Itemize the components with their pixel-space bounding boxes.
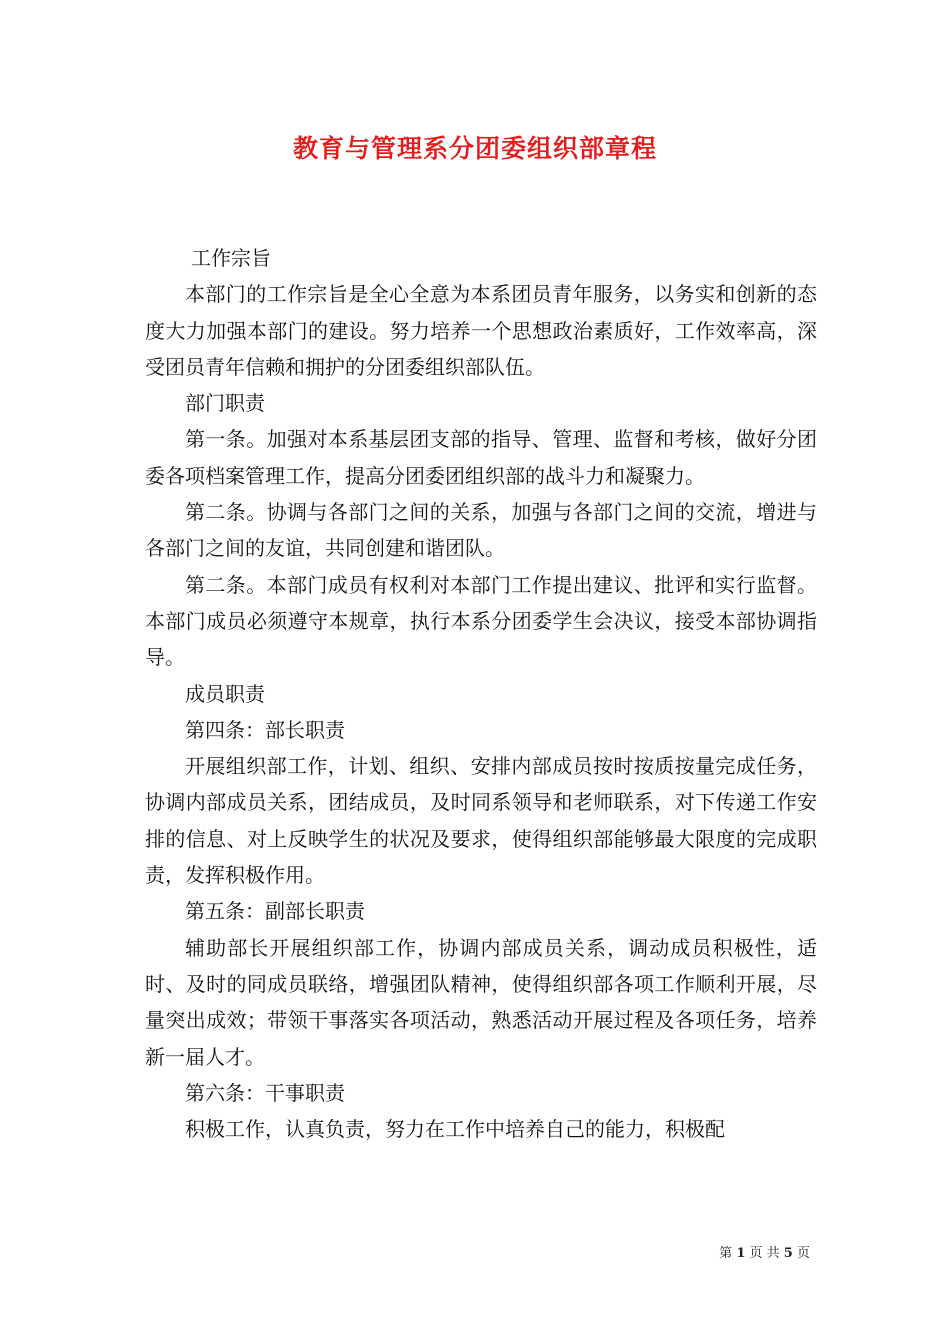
article-6-heading: 第六条：干事职责 bbox=[185, 1080, 345, 1105]
page-footer bbox=[660, 1245, 810, 1263]
article-3: 第二条。本部门成员有权利对本部门工作提出建议、批评和实行监督。本部门成员必须遵守本规章，执行本系分团委学生会决议，接受本部协调指导。 bbox=[145, 572, 817, 670]
section-heading-member-duties: 成员职责 bbox=[185, 681, 265, 706]
footer-total-pages: 5 bbox=[783, 1246, 793, 1261]
article-1: 第一条。加强对本系基层团支部的指导、管理、监督和考核，做好分团委各项档案管理工作，提高分团委团组织部的战斗力和凝聚力。 bbox=[145, 427, 817, 488]
article-4-body: 开展组织部工作，计划、组织、安排内部成员按时按质按量完成任务，协调内部成员关系，团结成员，及时同系领导和老师联系，对下传递工作安排的信息、对上反映学生的状况及要求，使得组织部能够最大限度的完成职责，发挥积极作用。 bbox=[145, 754, 817, 888]
footer-middle: 页 共 bbox=[749, 1246, 780, 1261]
article-5-heading: 第五条：副部长职责 bbox=[185, 899, 365, 924]
document-title: 教育与管理系分团委组织部章程 bbox=[292, 134, 657, 163]
article-5-body: 辅助部长开展组织部工作，协调内部成员关系，调动成员积极性，适时、及时的同成员联络，增强团队精神，使得组织部各项工作顺利开展，尽量突出成效；带领干事落实各项活动，熟悉活动开展过程及各项任务，培养新一届人才。 bbox=[145, 935, 817, 1069]
footer-prefix: 第 bbox=[719, 1246, 733, 1261]
document-body bbox=[145, 240, 817, 1147]
footer-current-page: 1 bbox=[736, 1246, 746, 1261]
paragraph-purpose: 本部门的工作宗旨是全心全意为本系团员青年服务，以务实和创新的态度大力加强本部门的建设。努力培养一个思想政治素质好，工作效率高，深受团员青年信赖和拥护的分团委组织部队伍。 bbox=[145, 282, 817, 379]
section-heading-purpose: 工作宗旨 bbox=[191, 246, 271, 270]
section-heading-duties: 部门职责 bbox=[185, 391, 265, 416]
footer-suffix: 页 bbox=[796, 1246, 810, 1261]
article-6-body: 积极工作，认真负责，努力在工作中培养自己的能力，积极配 bbox=[185, 1117, 725, 1142]
article-2: 第二条。协调与各部门之间的关系，加强与各部门之间的交流，增进与各部门之间的友谊，共同创建和谐团队。 bbox=[145, 500, 817, 561]
article-4-heading: 第四条：部长职责 bbox=[185, 717, 345, 742]
